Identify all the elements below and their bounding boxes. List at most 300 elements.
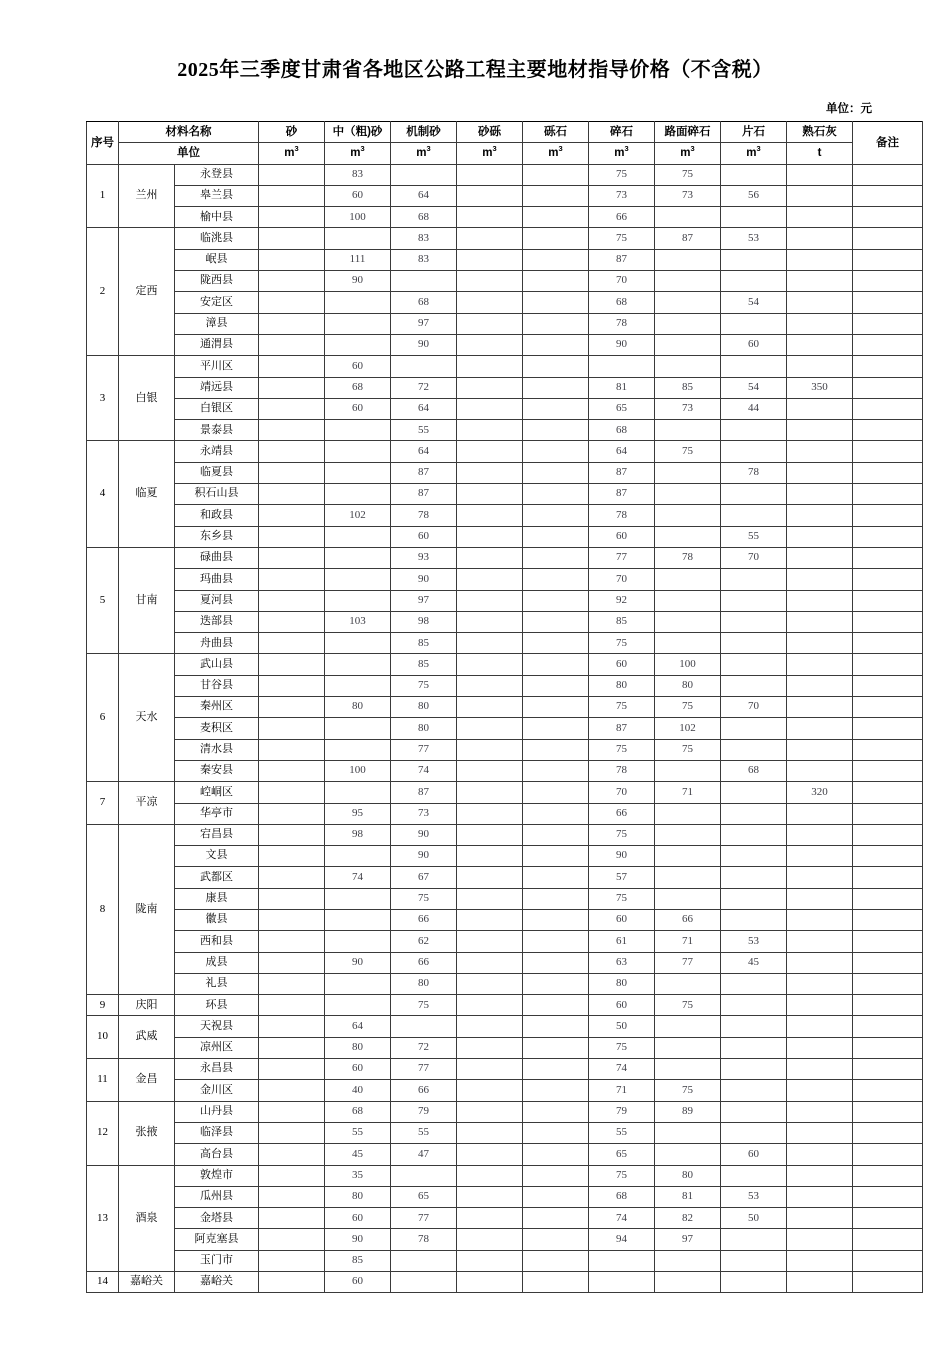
row-region: 平凉 xyxy=(119,782,175,825)
cell-price-8 xyxy=(787,398,853,419)
cell-note xyxy=(853,611,923,632)
cell-price-2: 87 xyxy=(391,782,457,803)
cell-price-1 xyxy=(325,334,391,355)
cell-price-5 xyxy=(589,1250,655,1271)
header-row-material xyxy=(87,122,923,143)
cell-price-2: 68 xyxy=(391,292,457,313)
cell-price-1 xyxy=(325,569,391,590)
cell-note xyxy=(853,952,923,973)
cell-price-3 xyxy=(457,1122,523,1143)
cell-price-1: 35 xyxy=(325,1165,391,1186)
cell-price-1: 64 xyxy=(325,1016,391,1037)
cell-price-6 xyxy=(655,313,721,334)
cell-price-7: 50 xyxy=(721,1208,787,1229)
cell-note xyxy=(853,1037,923,1058)
table-row xyxy=(87,249,923,270)
cell-price-7 xyxy=(721,888,787,909)
cell-price-5: 78 xyxy=(589,505,655,526)
row-area: 环县 xyxy=(175,995,259,1016)
cell-price-2: 66 xyxy=(391,1080,457,1101)
cell-price-0 xyxy=(259,995,325,1016)
cell-price-6: 100 xyxy=(655,654,721,675)
table-row xyxy=(87,995,923,1016)
cell-price-7 xyxy=(721,995,787,1016)
cell-price-3 xyxy=(457,164,523,185)
cell-price-4 xyxy=(523,334,589,355)
cell-price-7 xyxy=(721,207,787,228)
cell-price-4 xyxy=(523,909,589,930)
cell-price-2: 83 xyxy=(391,228,457,249)
cell-price-5: 75 xyxy=(589,228,655,249)
row-area: 安定区 xyxy=(175,292,259,313)
header-material-6: 路面碎石 xyxy=(655,122,721,143)
cell-price-3 xyxy=(457,249,523,270)
cell-price-8 xyxy=(787,1037,853,1058)
cell-price-5: 70 xyxy=(589,569,655,590)
cell-price-6 xyxy=(655,1037,721,1058)
cell-price-0 xyxy=(259,760,325,781)
cell-price-0 xyxy=(259,909,325,930)
cell-price-3 xyxy=(457,1037,523,1058)
cell-price-0 xyxy=(259,398,325,419)
table-row xyxy=(87,1101,923,1122)
row-area: 迭部县 xyxy=(175,611,259,632)
cell-price-6: 73 xyxy=(655,398,721,419)
cell-price-5: 71 xyxy=(589,1080,655,1101)
header-unit-3: $m^3$ xyxy=(457,143,523,164)
header-unit-6: $m^3$ xyxy=(655,143,721,164)
row-seq: 11 xyxy=(87,1059,119,1102)
cell-price-1: 100 xyxy=(325,207,391,228)
cell-price-2 xyxy=(391,1165,457,1186)
row-seq: 10 xyxy=(87,1016,119,1059)
cell-note xyxy=(853,1186,923,1207)
cell-price-8 xyxy=(787,271,853,292)
cell-price-6 xyxy=(655,1059,721,1080)
cell-price-8 xyxy=(787,824,853,845)
cell-price-5: 80 xyxy=(589,973,655,994)
cell-price-3 xyxy=(457,633,523,654)
cell-price-6 xyxy=(655,207,721,228)
table-row xyxy=(87,334,923,355)
cell-price-7 xyxy=(721,1165,787,1186)
cell-price-3 xyxy=(457,782,523,803)
cell-price-7 xyxy=(721,1059,787,1080)
cell-price-5: 90 xyxy=(589,334,655,355)
cell-price-5: 66 xyxy=(589,803,655,824)
table-row xyxy=(87,207,923,228)
cell-price-8 xyxy=(787,633,853,654)
cell-note xyxy=(853,420,923,441)
cell-note xyxy=(853,824,923,845)
row-area: 徽县 xyxy=(175,909,259,930)
cell-note xyxy=(853,867,923,888)
cell-price-0 xyxy=(259,824,325,845)
cell-price-6: 66 xyxy=(655,909,721,930)
cell-price-5: 68 xyxy=(589,420,655,441)
cell-price-5: 50 xyxy=(589,1016,655,1037)
row-area: 礼县 xyxy=(175,973,259,994)
table-row xyxy=(87,675,923,696)
cell-note xyxy=(853,1250,923,1271)
cell-price-0 xyxy=(259,888,325,909)
cell-price-2: 85 xyxy=(391,633,457,654)
cell-price-7 xyxy=(721,356,787,377)
cell-price-5: 87 xyxy=(589,249,655,270)
row-area: 漳县 xyxy=(175,313,259,334)
cell-price-2: 98 xyxy=(391,611,457,632)
row-area: 文县 xyxy=(175,846,259,867)
cell-price-7 xyxy=(721,846,787,867)
cell-price-0 xyxy=(259,952,325,973)
row-area: 榆中县 xyxy=(175,207,259,228)
cell-price-7: 60 xyxy=(721,1144,787,1165)
cell-price-1: 90 xyxy=(325,1229,391,1250)
row-region: 酒泉 xyxy=(119,1165,175,1271)
table-body xyxy=(87,164,923,1293)
row-area: 皋兰县 xyxy=(175,185,259,206)
cell-price-1: 85 xyxy=(325,1250,391,1271)
row-area: 敦煌市 xyxy=(175,1165,259,1186)
cell-price-7: 53 xyxy=(721,228,787,249)
header-unit-label: 单位 xyxy=(119,143,259,164)
cell-price-0 xyxy=(259,590,325,611)
row-region: 武威 xyxy=(119,1016,175,1059)
row-region: 定西 xyxy=(119,228,175,356)
cell-price-2: 90 xyxy=(391,824,457,845)
cell-price-6 xyxy=(655,569,721,590)
cell-price-6: 75 xyxy=(655,697,721,718)
cell-price-8 xyxy=(787,590,853,611)
cell-price-4 xyxy=(523,1165,589,1186)
cell-price-3 xyxy=(457,675,523,696)
cell-note xyxy=(853,931,923,952)
table-row xyxy=(87,292,923,313)
cell-price-4 xyxy=(523,782,589,803)
cell-price-7 xyxy=(721,803,787,824)
cell-price-6: 75 xyxy=(655,739,721,760)
cell-price-7 xyxy=(721,1016,787,1037)
cell-price-4 xyxy=(523,547,589,568)
cell-price-3 xyxy=(457,1101,523,1122)
cell-price-1 xyxy=(325,995,391,1016)
row-area: 景泰县 xyxy=(175,420,259,441)
cell-price-1: 80 xyxy=(325,1037,391,1058)
cell-price-4 xyxy=(523,1229,589,1250)
cell-price-7 xyxy=(721,1122,787,1143)
cell-price-1 xyxy=(325,292,391,313)
cell-price-6: 78 xyxy=(655,547,721,568)
cell-note xyxy=(853,313,923,334)
cell-price-1: 83 xyxy=(325,164,391,185)
row-seq: 2 xyxy=(87,228,119,356)
cell-price-6: 75 xyxy=(655,995,721,1016)
cell-price-6: 73 xyxy=(655,185,721,206)
cell-price-0 xyxy=(259,1165,325,1186)
cell-price-3 xyxy=(457,909,523,930)
cell-price-6 xyxy=(655,271,721,292)
cell-price-1 xyxy=(325,547,391,568)
cell-price-8 xyxy=(787,441,853,462)
cell-price-2: 60 xyxy=(391,526,457,547)
row-seq: 8 xyxy=(87,824,119,994)
cell-price-4 xyxy=(523,1037,589,1058)
cell-note xyxy=(853,526,923,547)
cell-price-1 xyxy=(325,973,391,994)
table-row xyxy=(87,590,923,611)
cell-price-8 xyxy=(787,484,853,505)
cell-note xyxy=(853,356,923,377)
cell-price-1 xyxy=(325,420,391,441)
cell-price-4 xyxy=(523,697,589,718)
row-area: 玛曲县 xyxy=(175,569,259,590)
cell-price-5: 81 xyxy=(589,377,655,398)
cell-note xyxy=(853,654,923,675)
cell-price-6 xyxy=(655,292,721,313)
cell-price-2: 64 xyxy=(391,441,457,462)
cell-price-8: 320 xyxy=(787,782,853,803)
row-seq: 1 xyxy=(87,164,119,228)
table-row xyxy=(87,931,923,952)
cell-price-1 xyxy=(325,654,391,675)
cell-price-4 xyxy=(523,292,589,313)
cell-note xyxy=(853,1229,923,1250)
cell-note xyxy=(853,1144,923,1165)
cell-price-5: 85 xyxy=(589,611,655,632)
cell-price-8 xyxy=(787,760,853,781)
cell-price-7: 60 xyxy=(721,334,787,355)
cell-price-7 xyxy=(721,824,787,845)
cell-price-6: 82 xyxy=(655,1208,721,1229)
cell-price-8 xyxy=(787,1186,853,1207)
cell-price-7 xyxy=(721,1272,787,1293)
cell-price-4 xyxy=(523,867,589,888)
cell-price-4 xyxy=(523,271,589,292)
cell-price-8 xyxy=(787,1165,853,1186)
table-row xyxy=(87,1144,923,1165)
cell-price-7 xyxy=(721,782,787,803)
row-area: 金塔县 xyxy=(175,1208,259,1229)
cell-price-0 xyxy=(259,313,325,334)
cell-price-4 xyxy=(523,1059,589,1080)
cell-price-1 xyxy=(325,313,391,334)
cell-price-6 xyxy=(655,356,721,377)
cell-price-2: 87 xyxy=(391,484,457,505)
row-area: 阿克塞县 xyxy=(175,1229,259,1250)
cell-price-8 xyxy=(787,356,853,377)
cell-price-4 xyxy=(523,633,589,654)
cell-price-2 xyxy=(391,164,457,185)
cell-price-3 xyxy=(457,207,523,228)
row-area: 山丹县 xyxy=(175,1101,259,1122)
cell-price-3 xyxy=(457,1016,523,1037)
cell-price-3 xyxy=(457,356,523,377)
header-material-7: 片石 xyxy=(721,122,787,143)
row-area: 临夏县 xyxy=(175,462,259,483)
row-region: 天水 xyxy=(119,654,175,782)
cell-price-1: 103 xyxy=(325,611,391,632)
cell-price-8 xyxy=(787,739,853,760)
row-area: 清水县 xyxy=(175,739,259,760)
cell-note xyxy=(853,484,923,505)
cell-price-0 xyxy=(259,1186,325,1207)
cell-price-1: 68 xyxy=(325,377,391,398)
table-row xyxy=(87,697,923,718)
cell-price-7 xyxy=(721,973,787,994)
cell-price-7: 53 xyxy=(721,931,787,952)
cell-price-6 xyxy=(655,888,721,909)
cell-price-0 xyxy=(259,1059,325,1080)
cell-price-7 xyxy=(721,590,787,611)
page-title: 2025年三季度甘肃省各地区公路工程主要地材指导价格（不含税） xyxy=(177,59,773,81)
cell-price-7: 45 xyxy=(721,952,787,973)
cell-price-4 xyxy=(523,441,589,462)
cell-price-3 xyxy=(457,590,523,611)
cell-price-4 xyxy=(523,484,589,505)
cell-price-0 xyxy=(259,292,325,313)
cell-price-6 xyxy=(655,505,721,526)
row-area: 陇西县 xyxy=(175,271,259,292)
table-row xyxy=(87,1037,923,1058)
cell-price-5: 57 xyxy=(589,867,655,888)
cell-price-0 xyxy=(259,249,325,270)
cell-price-7 xyxy=(721,633,787,654)
cell-price-5: 87 xyxy=(589,462,655,483)
cell-price-0 xyxy=(259,1101,325,1122)
row-area: 临泽县 xyxy=(175,1122,259,1143)
cell-price-4 xyxy=(523,973,589,994)
row-region: 兰州 xyxy=(119,164,175,228)
cell-price-8 xyxy=(787,1250,853,1271)
row-area: 宕昌县 xyxy=(175,824,259,845)
table-row xyxy=(87,420,923,441)
cell-price-6 xyxy=(655,526,721,547)
cell-price-0 xyxy=(259,228,325,249)
cell-price-8 xyxy=(787,1144,853,1165)
row-area: 高台县 xyxy=(175,1144,259,1165)
cell-price-1 xyxy=(325,931,391,952)
cell-price-8 xyxy=(787,1059,853,1080)
cell-price-1 xyxy=(325,888,391,909)
table-header xyxy=(87,122,923,165)
cell-price-8 xyxy=(787,675,853,696)
table-row xyxy=(87,271,923,292)
row-region: 甘南 xyxy=(119,547,175,653)
header-note: 备注 xyxy=(853,122,923,165)
cell-price-4 xyxy=(523,1122,589,1143)
cell-note xyxy=(853,334,923,355)
cell-price-5: 75 xyxy=(589,633,655,654)
cell-price-4 xyxy=(523,590,589,611)
cell-price-2 xyxy=(391,356,457,377)
cell-price-2 xyxy=(391,1250,457,1271)
cell-price-7 xyxy=(721,313,787,334)
table-row xyxy=(87,1250,923,1271)
cell-note xyxy=(853,909,923,930)
cell-price-2: 90 xyxy=(391,334,457,355)
cell-price-8 xyxy=(787,420,853,441)
cell-price-4 xyxy=(523,1080,589,1101)
cell-price-1: 68 xyxy=(325,1101,391,1122)
cell-note xyxy=(853,888,923,909)
row-area: 东乡县 xyxy=(175,526,259,547)
cell-price-6: 75 xyxy=(655,164,721,185)
cell-price-5: 73 xyxy=(589,185,655,206)
cell-price-7 xyxy=(721,867,787,888)
cell-price-4 xyxy=(523,654,589,675)
header-seq: 序号 xyxy=(87,122,119,165)
table-row xyxy=(87,398,923,419)
cell-price-8: 350 xyxy=(787,377,853,398)
cell-price-2: 67 xyxy=(391,867,457,888)
cell-price-7 xyxy=(721,271,787,292)
header-material-8: 熟石灰 xyxy=(787,122,853,143)
cell-note xyxy=(853,697,923,718)
cell-note xyxy=(853,207,923,228)
cell-price-1: 60 xyxy=(325,356,391,377)
cell-price-8 xyxy=(787,611,853,632)
table-row xyxy=(87,739,923,760)
cell-price-5: 79 xyxy=(589,1101,655,1122)
cell-price-7 xyxy=(721,611,787,632)
cell-price-2: 75 xyxy=(391,995,457,1016)
row-area: 玉门市 xyxy=(175,1250,259,1271)
cell-price-3 xyxy=(457,611,523,632)
table-row xyxy=(87,441,923,462)
table-row xyxy=(87,654,923,675)
cell-price-2: 66 xyxy=(391,952,457,973)
cell-price-1: 74 xyxy=(325,867,391,888)
cell-price-3 xyxy=(457,739,523,760)
row-area: 嘉峪关 xyxy=(175,1272,259,1293)
cell-price-0 xyxy=(259,1208,325,1229)
table-row xyxy=(87,633,923,654)
cell-price-3 xyxy=(457,462,523,483)
cell-price-6 xyxy=(655,484,721,505)
cell-price-6 xyxy=(655,1122,721,1143)
cell-price-5: 68 xyxy=(589,1186,655,1207)
cell-price-8 xyxy=(787,995,853,1016)
cell-price-7 xyxy=(721,249,787,270)
cell-price-7 xyxy=(721,505,787,526)
cell-price-7 xyxy=(721,569,787,590)
cell-price-3 xyxy=(457,697,523,718)
cell-price-4 xyxy=(523,931,589,952)
cell-price-8 xyxy=(787,952,853,973)
row-area: 甘谷县 xyxy=(175,675,259,696)
cell-price-7 xyxy=(721,164,787,185)
cell-price-4 xyxy=(523,377,589,398)
cell-price-1 xyxy=(325,441,391,462)
cell-price-8 xyxy=(787,1208,853,1229)
cell-price-5: 75 xyxy=(589,164,655,185)
cell-price-8 xyxy=(787,1122,853,1143)
cell-price-3 xyxy=(457,846,523,867)
table-row xyxy=(87,909,923,930)
cell-price-2: 64 xyxy=(391,185,457,206)
cell-price-4 xyxy=(523,803,589,824)
cell-price-7: 78 xyxy=(721,462,787,483)
table-row xyxy=(87,1229,923,1250)
cell-price-2: 77 xyxy=(391,1059,457,1080)
cell-price-3 xyxy=(457,1080,523,1101)
cell-price-2: 80 xyxy=(391,697,457,718)
cell-price-5: 78 xyxy=(589,760,655,781)
cell-price-8 xyxy=(787,697,853,718)
row-area: 永靖县 xyxy=(175,441,259,462)
cell-price-0 xyxy=(259,654,325,675)
cell-price-5: 66 xyxy=(589,207,655,228)
